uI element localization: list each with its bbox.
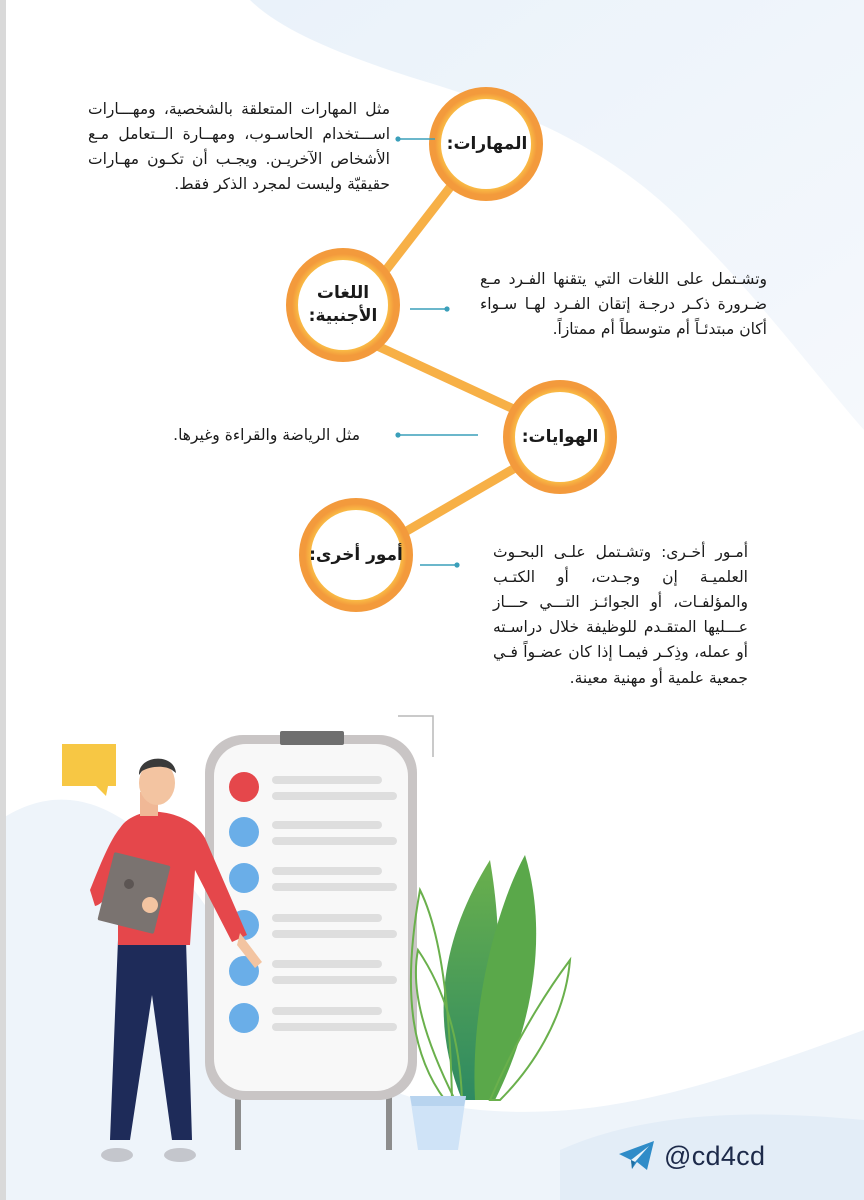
skills-title: المهارات: (446, 134, 528, 154)
languages-title: اللغات الأجنبية: (308, 283, 378, 326)
other-title: أمور أخرى: (309, 545, 403, 565)
plant-illustration (410, 855, 570, 1150)
connector-lines (360, 168, 520, 532)
checklist-board (205, 731, 417, 1150)
handle-text: @cd4cd (664, 1140, 766, 1171)
telegram-icon (618, 1140, 656, 1172)
hobbies-description: مثل الرياضة والقراءة وغيرها. (173, 426, 360, 444)
skills-description: مثل المهارات المتعلقة بالشخصية، ومهـــارات اســـتخدام الحاسـوب، ومهــارة الــتعامل مـع الأشخاص الآخريـن. ويجـب أن تكـون مهـارات حقيقيّة وليست لمجرد الذكر فقط. (88, 100, 390, 194)
other-description: أمـور أخـرى: وتشـتمل علـى البحـوث العلميـة إن وجـدت، أو الكتـب والمؤلفـات، أو الجوائـز التـــي حـــاز عـــليها المتقـدم للوظيفة خلال دراسـته أو عمله، وذِكـر فيمـا إذا كان عضـواً فـي جمعية علمية أو مهنية معينة. (493, 543, 748, 687)
speech-bubble-icon (62, 744, 116, 796)
telegram-handle[interactable] (618, 1140, 765, 1172)
hobbies-title: الهوايات: (521, 427, 599, 447)
languages-description: وتشـتمل على اللغات التي يتقنها الفـرد مـع ضـرورة ذكـر درجـة إتقان الفـرد لهـا سـواء أكان مبتدئـاً أم متوسطاً أم ممتازاً. (480, 270, 767, 339)
